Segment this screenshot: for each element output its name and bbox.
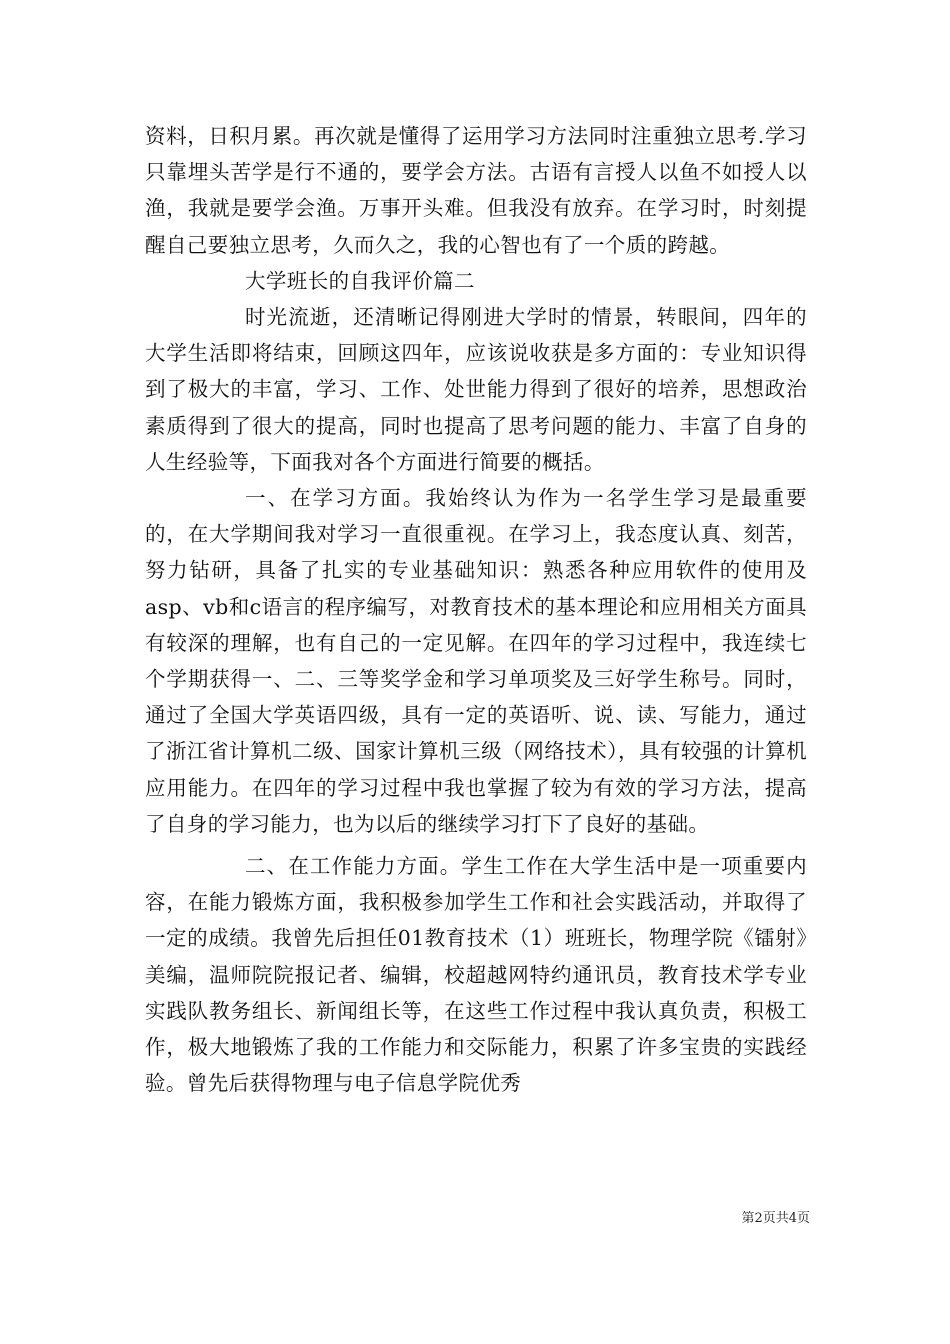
section-heading: 大学班长的自我评价篇二 <box>245 268 475 293</box>
page-number-footer: 第2页共4页 <box>741 1211 810 1226</box>
paragraph-intro: 时光流逝，还清晰记得刚进大学时的情景，转眼间，四年的大学生活即将结束，回顾这四年，应该说收获是多方面的：专业知识得到了极大的丰富，学习、工作、处世能力得到了很好的培养，思想政治素质得到了很大的提高，同时也提高了思考问题的能力、丰富了自身的人生经验等，下面我对各个方面进行简要的概括。 <box>145 305 807 474</box>
document-body <box>145 118 807 1101</box>
paragraph-continuation: 资料，日积月累。再次就是懂得了运用学习方法同时注重独立思考.学习只靠埋头苦学是行不通的，要学会方法。古语有言授人以鱼不如授人以渔，我就是要学会渔。万事开头难。但我没有放弃。在学习时，时刻提醒自己要独立思考，久而久之，我的心智也有了一个质的跨越。 <box>145 124 807 257</box>
paragraph-work: 二、在工作能力方面。学生工作在大学生活中是一项重要内容，在能力锻炼方面，我积极参加学生工作和社会实践活动，并取得了一定的成绩。我曾先后担任01教育技术（1）班班长，物理学院《镭射》美编，温师院院报记者、编辑，校超越网特约通讯员，教育技术学专业实践队教务组长、新闻组长等，在这些工作过程中我认真负责，积极工作，极大地锻炼了我的工作能力和交际能力，积累了许多宝贵的实践经验。曾先后获得物理与电子信息学院优秀 <box>145 854 807 1096</box>
paragraph-study: 一、在学习方面。我始终认为作为一名学生学习是最重要的，在大学期间我对学习一直很重视。在学习上，我态度认真、刻苦，努力钻研，具备了扎实的专业基础知识：熟悉各种应用软件的使用及asp、vb和c语言的程序编写，对教育技术的基本理论和应用相关方面具有较深的理解，也有自己的一定见解。在四年的学习过程中，我连续七个学期获得一、二、三等奖学金和学习单项奖及三好学生称号。同时，通过了全国大学英语四级，具有一定的英语听、说、读、写能力，通过了浙江省计算机二级、国家计算机三级（网络技术），具有较强的计算机应用能力。在四年的学习过程中我也掌握了较为有效的学习方法，提高了自身的学习能力，也为以后的继续学习打下了良好的基础。 <box>145 486 807 836</box>
